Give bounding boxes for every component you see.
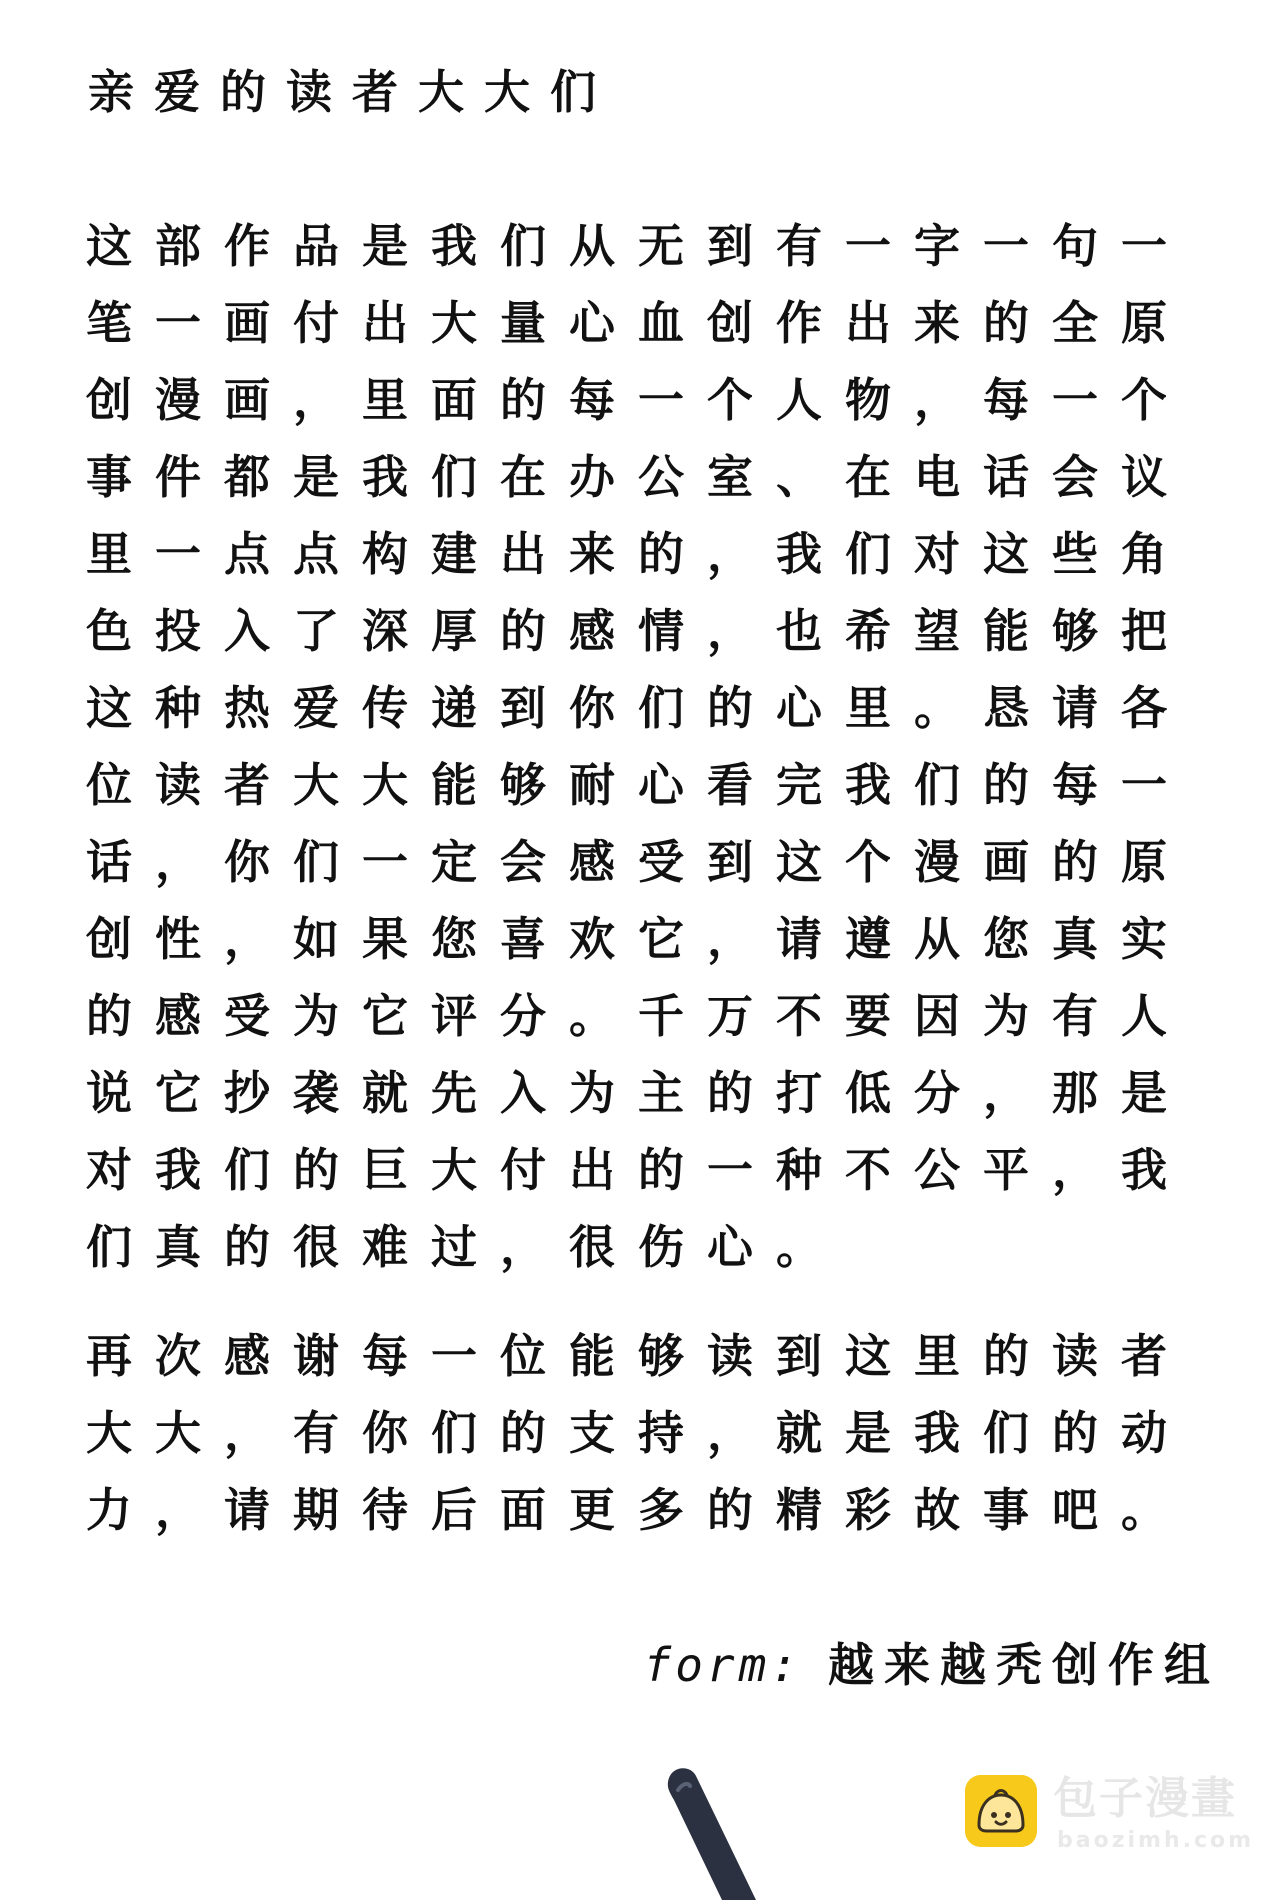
bun-face-icon [965, 1775, 1037, 1847]
signature-author: 越来越秃创作组 [828, 1638, 1220, 1692]
letter-paragraph-main: 这部作品是我们从无到有一字一句一笔一画付出大量心血创作出来的全原创漫画，里面的每一个人物，每一个事件都是我们在办公室、在电话会议里一点点构建出来的，我们对这些角色投入了深厚的感情，也希望能够把这种热爱传递到你们的心里。恳请各位读者大大能够耐心看完我们的每一话，你们一定会感受到这个漫画的原创性，如果您喜欢它，请遵从您真实的感受为它评分。千万不要因为有人说它抄袭就先入为主的打低分，那是对我们的巨大付出的一种不公平，我们真的很难过，很伤心。 [86, 219, 1190, 1274]
letter-signature [644, 1635, 1221, 1695]
letter-paragraph-thanks: 再次感谢每一位能够读到这里的读者大大，有你们的支持，就是我们的动力，请期待后面更多的精彩故事吧。 [86, 1329, 1190, 1537]
signature-from-label: form: [643, 1638, 802, 1692]
watermark-url: baozimh.com [1057, 1828, 1255, 1853]
pen-icon [660, 1760, 760, 1900]
watermark-title: 包子漫畫 [1053, 1773, 1237, 1824]
letter-greeting: 亲爱的读者大大们 [88, 65, 616, 119]
site-watermark [965, 1773, 1265, 1863]
